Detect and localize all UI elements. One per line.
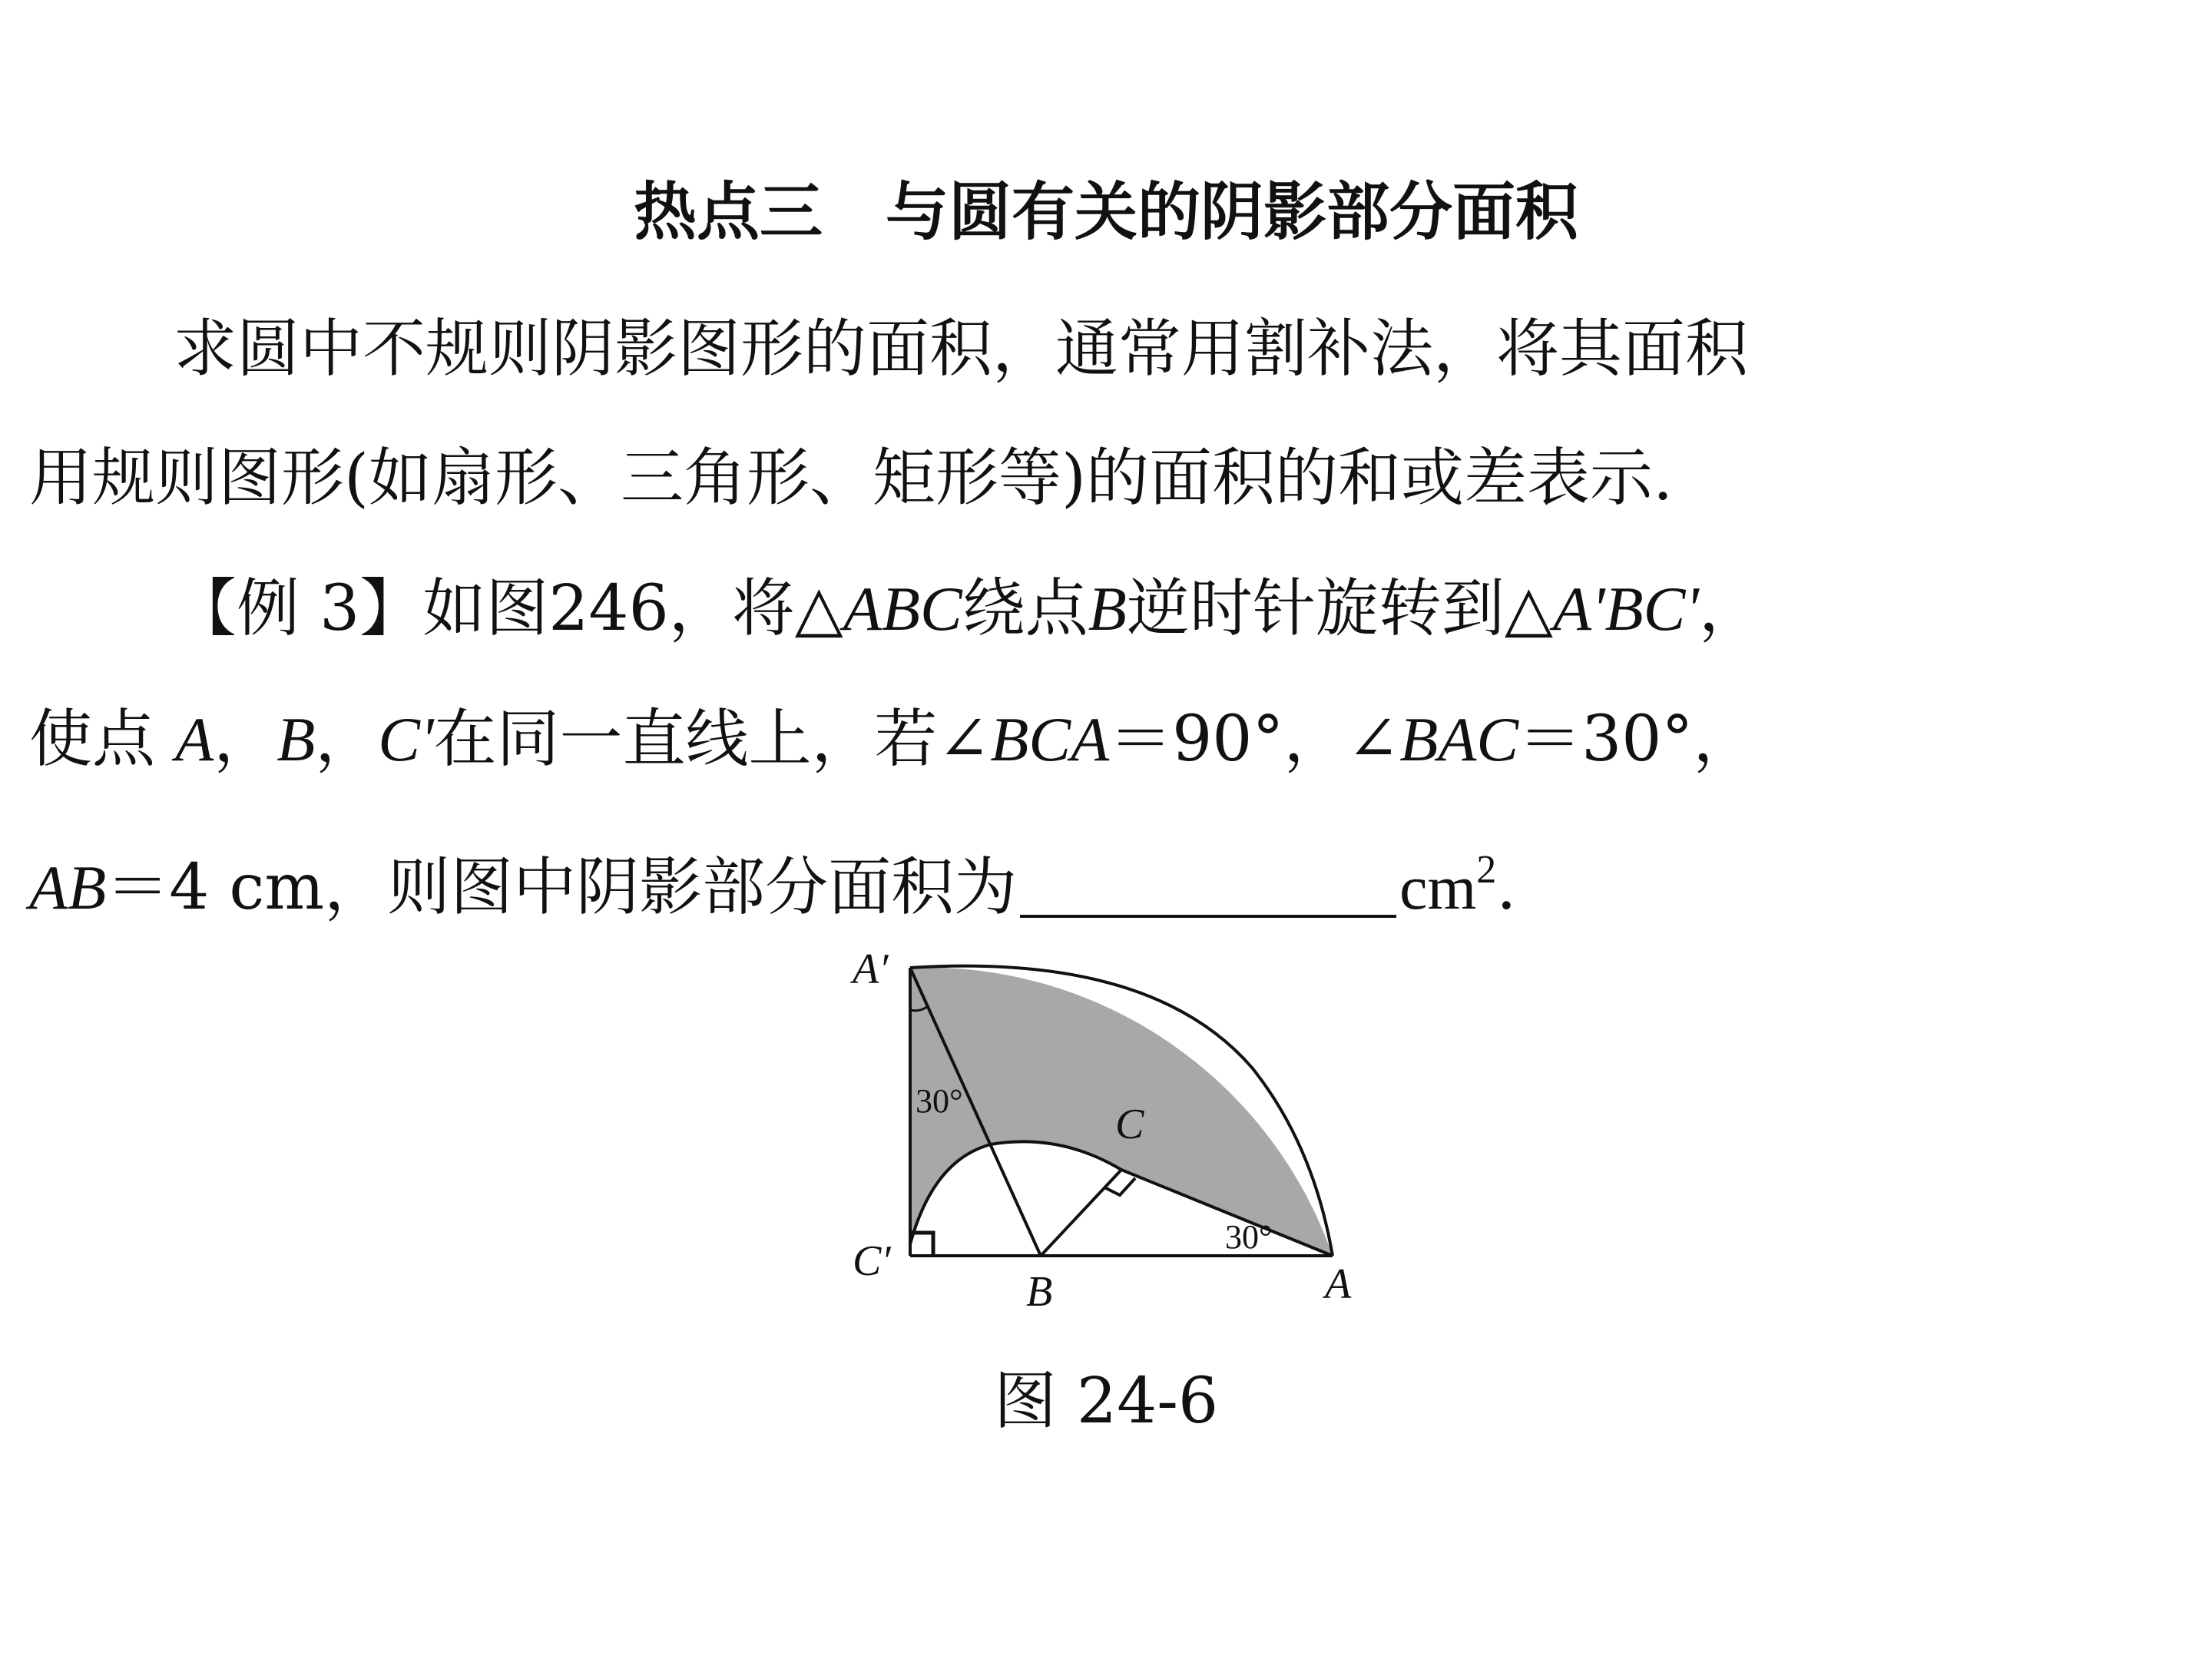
math-bca: BCA xyxy=(990,704,1110,774)
example-line-1 xyxy=(174,567,1762,651)
answer-blank[interactable] xyxy=(1020,849,1396,918)
label-b: B xyxy=(1026,1268,1053,1316)
text-run: ， xyxy=(214,703,277,776)
label-a: A xyxy=(1325,1260,1352,1308)
example-tag: 【例 3】 xyxy=(174,572,423,645)
intro-line-2: 用规则图形(如扇形、三角形、矩形等)的面积的和或差表示. xyxy=(29,442,1674,515)
figure-caption: 图 24-6 xyxy=(993,1365,1219,1438)
section-heading: 热点三 与圆有关的阴影部分面积 xyxy=(633,176,1578,249)
text-run: 在同一直线上，若∠ xyxy=(433,703,991,776)
text-run: ， xyxy=(1698,572,1762,645)
text-run: 逆时针旋转到△ xyxy=(1126,572,1553,645)
example-line-2 xyxy=(29,697,1756,782)
text-run: ， xyxy=(315,703,379,776)
label-a-prime: A′ xyxy=(853,945,889,993)
math-b: B xyxy=(276,704,316,774)
intro-line-1: 求圆中不规则阴影图形的面积，通常用割补法，将其面积 xyxy=(174,313,1749,386)
text-run: 使点 xyxy=(29,703,176,776)
unit-cm: cm xyxy=(1399,853,1477,922)
label-c-prime: C′ xyxy=(853,1237,891,1285)
geometry-figure xyxy=(830,937,1444,1336)
math-a-prime-bc-prime: A'BC' xyxy=(1552,574,1699,644)
text-run: ＝4 cm，则图中阴影部分面积为 xyxy=(106,851,1018,924)
text-run: ＝90°，∠ xyxy=(1109,703,1400,776)
math-a: A xyxy=(175,704,214,774)
text-run: . xyxy=(1496,851,1517,924)
math-bac: BAC xyxy=(1399,704,1519,774)
label-angle-top: 30° xyxy=(916,1082,963,1120)
label-c: C xyxy=(1115,1101,1144,1148)
example-line-3 xyxy=(29,828,1516,930)
text-run: 如图246，将△ xyxy=(422,572,843,645)
label-angle-right: 30° xyxy=(1225,1218,1273,1256)
math-c-prime: C' xyxy=(378,704,434,774)
text-run: ＝30°， xyxy=(1518,703,1757,776)
unit-exponent: 2 xyxy=(1476,848,1497,892)
math-abc: ABC xyxy=(843,574,962,644)
math-ab: AB xyxy=(29,853,107,922)
math-b: B xyxy=(1088,574,1127,644)
text-run: 绕点 xyxy=(962,572,1088,645)
